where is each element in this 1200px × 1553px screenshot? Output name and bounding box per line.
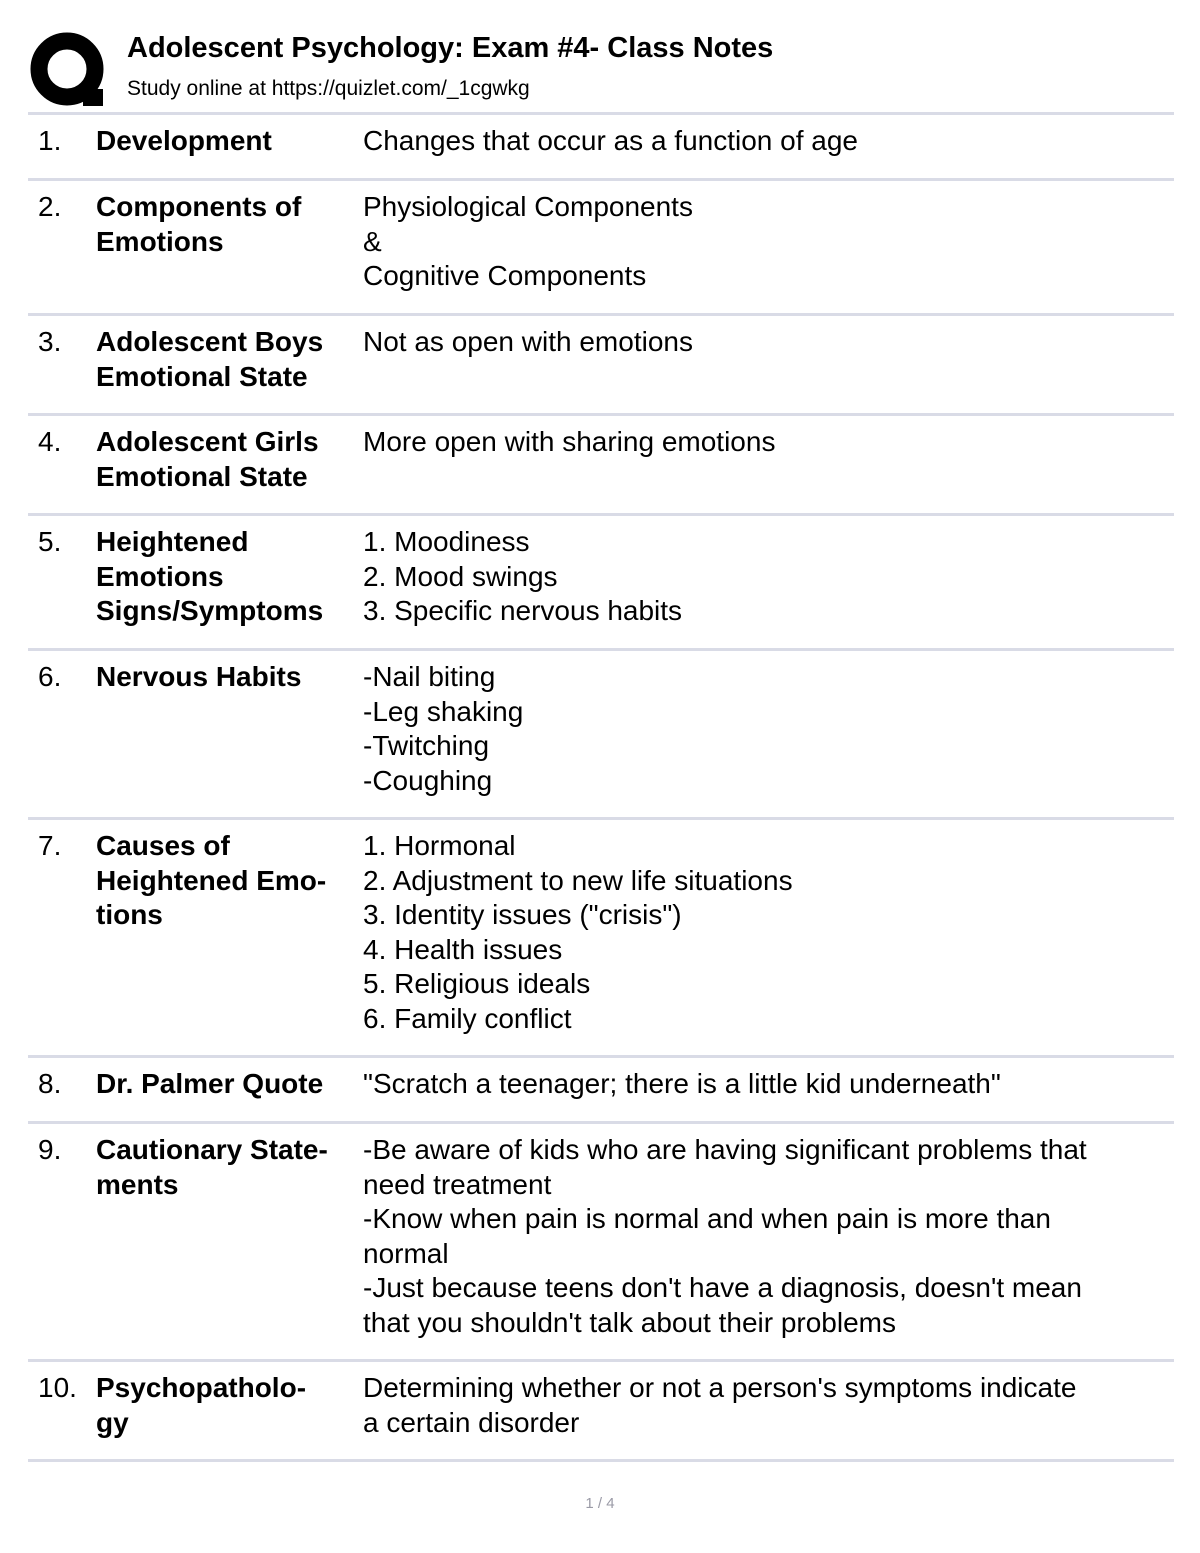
table-row [28, 820, 1174, 1058]
term [96, 660, 363, 817]
term-line: Signs/Symptoms [96, 595, 324, 626]
term-line: Development [96, 125, 272, 156]
definition [363, 1371, 1174, 1459]
definition-line: 2. Adjustment to new life situations [363, 864, 793, 896]
definition [363, 1133, 1174, 1359]
table-row [28, 1362, 1174, 1462]
definition [363, 1067, 1174, 1121]
term [96, 325, 363, 413]
page-title: Adolescent Psychology: Exam #4- Class Notes [127, 32, 774, 64]
term-line: Emotions [96, 225, 224, 257]
term-line: Cautionary State- [96, 1134, 328, 1165]
definition-line: Not as open with emotions [363, 326, 693, 357]
definition-line: normal [363, 1237, 449, 1269]
definition [363, 425, 1174, 513]
table-row [28, 416, 1174, 516]
term-line: Nervous Habits [96, 661, 302, 692]
definition [363, 829, 1174, 1055]
table-row [28, 516, 1174, 651]
term [96, 1067, 363, 1121]
definition-line: Changes that occur as a function of age [363, 125, 858, 156]
definition-line: a certain disorder [363, 1406, 580, 1438]
definition-line: 5. Religious ideals [363, 968, 591, 999]
definition-line: need treatment [363, 1168, 552, 1200]
definition-line: Determining whether or not a person's symptoms indicate [363, 1372, 1077, 1403]
definition-line: -Know when pain is normal and when pain is more than [363, 1203, 1051, 1234]
term-line: Adolescent Girls [96, 426, 319, 457]
row-number: 9. [38, 1134, 62, 1165]
term [96, 1371, 363, 1459]
term-line: Psychopatholo- [96, 1372, 307, 1403]
definition-line: -Leg shaking [363, 695, 524, 727]
term-line: Adolescent Boys [96, 326, 324, 357]
table-row [28, 1124, 1174, 1362]
term [96, 425, 363, 513]
table-row [28, 181, 1174, 316]
row-number: 2. [38, 191, 62, 222]
definition [363, 190, 1174, 313]
definition [363, 325, 1174, 413]
definition-line: 3. Identity issues ("crisis") [363, 899, 682, 930]
definition-line: -Nail biting [363, 661, 496, 692]
definition-line: 3. Specific nervous habits [363, 595, 683, 626]
term [96, 829, 363, 1055]
row-number: 1. [38, 125, 62, 156]
term-line: ments [96, 1168, 179, 1200]
term-line: tions [96, 899, 163, 930]
definition-line: -Be aware of kids who are having significant problems that [363, 1134, 1087, 1165]
definition-line: More open with sharing emotions [363, 426, 776, 457]
definition-line: Physiological Components [363, 191, 693, 222]
term-line: Dr. Palmer Quote [96, 1068, 324, 1099]
row-number: 3. [38, 326, 62, 357]
term [96, 190, 363, 313]
document-header [28, 28, 1174, 112]
definition-line: & [363, 225, 382, 257]
table-row [28, 651, 1174, 820]
row-number: 10. [38, 1372, 77, 1403]
row-number: 4. [38, 426, 62, 457]
term [96, 525, 363, 648]
study-online-link[interactable]: Study online at https://quizlet.com/_1cgwkg [127, 77, 530, 100]
definition-line: -Coughing [363, 764, 493, 796]
definition [363, 660, 1174, 817]
term-line: Heightened [96, 526, 249, 557]
definition-line: -Just because teens don't have a diagnosis, doesn't mean [363, 1272, 1082, 1303]
definition-line: 4. Health issues [363, 933, 563, 965]
table-row [28, 316, 1174, 416]
term-line: Heightened Emo- [96, 864, 327, 896]
row-number: 7. [38, 830, 62, 861]
definition-line: that you shouldn't talk about their problems [363, 1306, 896, 1338]
term-line: Emotional State [96, 460, 308, 492]
definition-line: Cognitive Components [363, 260, 647, 291]
term-line: Emotions [96, 560, 224, 592]
definition-line: "Scratch a teenager; there is a little kid underneath" [363, 1068, 1001, 1099]
definition-line: 2. Mood swings [363, 560, 558, 592]
term-line: gy [96, 1406, 129, 1438]
table-row [28, 115, 1174, 181]
definition-line: 1. Hormonal [363, 830, 516, 861]
term-line: Emotional State [96, 360, 308, 392]
flashcard-table [28, 115, 1174, 1462]
definition-line: -Twitching [363, 730, 490, 761]
definition [363, 525, 1174, 648]
quizlet-q-logo-icon [30, 32, 106, 108]
term-line: Components of [96, 191, 302, 222]
row-number: 5. [38, 526, 62, 557]
table-row [28, 1058, 1174, 1124]
term [96, 124, 363, 178]
definition [363, 124, 1174, 178]
term [96, 1133, 363, 1359]
term-line: Causes of [96, 830, 230, 861]
definition-line: 6. Family conflict [363, 1002, 572, 1034]
row-number: 8. [38, 1068, 62, 1099]
definition-line: 1. Moodiness [363, 526, 530, 557]
page-indicator: 1 / 4 [585, 1495, 615, 1512]
row-number: 6. [38, 661, 62, 692]
